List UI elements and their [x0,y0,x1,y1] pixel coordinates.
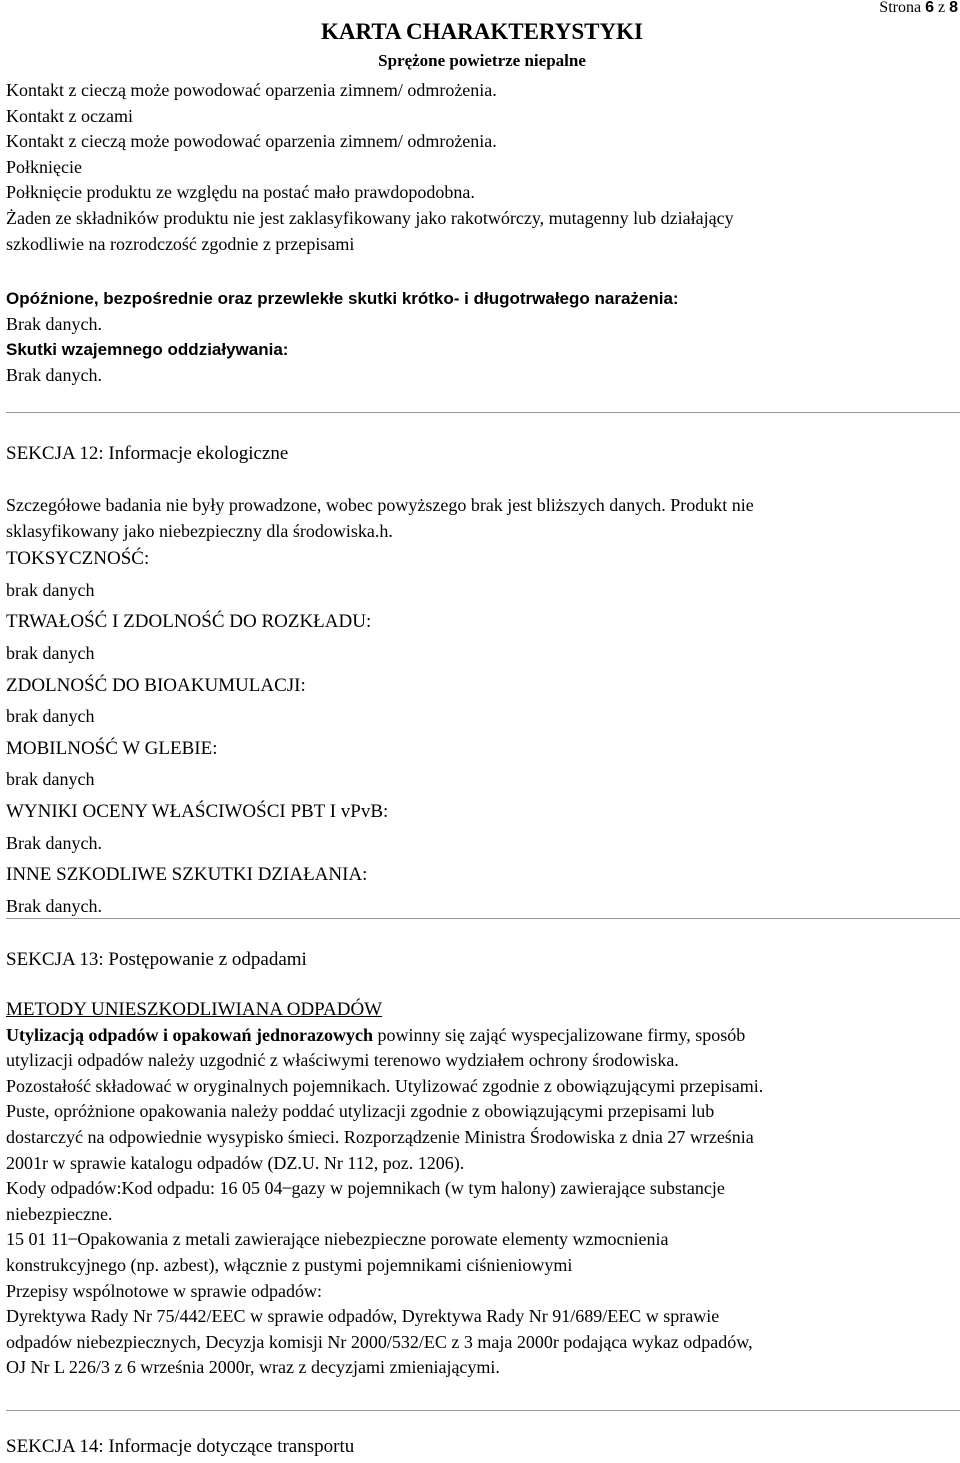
effects-value: Brak danych. [6,313,102,334]
text-line: Połknięcie [6,156,82,177]
text-line: Kontakt z oczami [6,105,133,126]
section-13-body [6,997,956,1381]
eco-item-value: brak danych [6,769,95,790]
eco-item-value: brak danych [6,579,95,600]
disposal-text: powinny się zająć wyspecjalizowane firmy, sposób [373,1024,746,1045]
page-number-total: 8 [949,0,958,16]
effects-block [6,286,956,388]
eco-item-label: MOBILNOŚĆ W GLEBIE: [6,737,218,759]
text-line: dostarczyć na odpowiednie wysypisko śmieci. Rozporządzenie Ministra Środowiska z dnia 27 września [6,1126,754,1147]
text-line: Kontakt z cieczą może powodować oparzenia zimnem/ odmrożenia. [6,80,497,100]
document-title: KARTA CHARAKTERYSTYKI [321,19,643,44]
disposal-bold-text: Utylizacją odpadów i opakowań jednorazowych [6,1024,374,1045]
text-line: odpadów niebezpiecznych, Decyzja komisji Nr 2000/532/EC z 3 maja 2000r podająca wykaz odpadów, [6,1331,753,1352]
text-line: niebezpieczne. [6,1203,113,1224]
eco-item-value: brak danych [6,642,95,663]
section-12 [6,441,956,467]
page-number-prefix: Strona [879,0,922,16]
text-line: 2001r w sprawie katalogu odpadów (DZ.U. Nr 112, poz. 1206). [6,1152,465,1173]
eco-item-label: TRWAŁOŚĆ I ZDOLNOŚĆ DO ROZKŁADU: [6,611,372,633]
eco-item-label: INNE SZKODLIWE SZKUTKI DZIAŁANIA: [6,864,368,886]
text-line: Dyrektywa Rady Nr 75/442/EEC w sprawie odpadów, Dyrektywa Rady Nr 91/689/EEC w sprawie [6,1306,720,1327]
text-line: 15 01 11 ̶ Opakowania z metali zawierające niebezpieczne porowate elementy wzmocnienia [6,1229,669,1250]
toxicology-continuation [6,78,956,257]
section-14-title: SEKCJA 14: Informacje dotyczące transportu [6,1436,355,1457]
text-line: Pozostałość składować w oryginalnych pojemnikach. Utylizować zgodnie z obowiązującymi przepisami. [6,1075,764,1096]
text-line: konstrukcyjnego (np. azbest), włącznie z pustymi pojemnikami ciśnieniowymi [6,1254,573,1275]
text-line: utylizacji odpadów należy uzgodnić z właściwymi terenowo wydziałem ochrony środowiska. [6,1050,679,1071]
interaction-value: Brak danych. [6,364,102,385]
text-line: OJ Nr L 226/3 z 6 września 2000r, wraz z decyzjami zmieniającymi. [6,1357,500,1378]
text-line: Żaden ze składników produktu nie jest zaklasyfikowany jako rakotwórczy, mutagenny lub działający [6,207,734,228]
text-line: Połknięcie produktu ze względu na postać mało prawdopodobna. [6,182,475,203]
text-line: Kody odpadów:Kod odpadu: 16 05 04 ̶ gazy w pojemnikach (w tym halony) zawierające substancje [6,1178,725,1199]
section-divider [6,918,960,919]
text-line: Kontakt z cieczą może powodować oparzenia zimnem/ odmrożenia. [6,131,497,152]
eco-item-label: TOKSYCZNOŚĆ: [6,548,150,570]
text-line: sklasyfikowany jako niebezpieczny dla środowiska.h. [6,520,393,541]
disposal-methods-heading: METODY UNIESZKODLIWIANA ODPADÓW [6,999,383,1020]
section-13-title: SEKCJA 13: Postępowanie z odpadami [6,949,307,970]
eco-item-value: brak danych [6,706,95,727]
eco-item-label: WYNIKI OCENY WŁAŚCIWOŚCI PBT I vPvB: [6,800,389,822]
effects-heading: Opóźnione, bezpośrednie oraz przewlekłe skutki krótko- i długotrwałego narażenia: [6,289,679,308]
eco-item-value: Brak danych. [6,832,102,853]
text-line: szkodliwie na rozrodczość zgodnie z przepisami [6,233,355,254]
section-14 [6,1434,956,1460]
page-number [879,0,958,19]
page-number-current: 6 [925,0,934,16]
text-line: Przepisy wspólnotowe w sprawie odpadów: [6,1280,322,1301]
section-divider [6,1410,960,1411]
eco-item-value: Brak danych. [6,895,102,916]
section-12-title: SEKCJA 12: Informacje ekologiczne [6,443,289,464]
page-number-separator: z [937,0,946,16]
document-subtitle: Sprężone powietrze niepalne [378,51,586,70]
text-line: Puste, opróżnione opakowania należy poddać utylizacji zgodnie z obowiązującymi przepisami lub [6,1101,715,1122]
section-13 [6,947,956,973]
section-divider [6,412,960,413]
eco-item-label: ZDOLNOŚĆ DO BIOAKUMULACJI: [6,674,306,696]
text-line: Szczegółowe badania nie były prowadzone, wobec powyższego brak jest bliższych danych. Produkt nie [6,495,754,515]
section-12-body [6,493,956,919]
text-line [6,1023,956,1049]
interaction-heading: Skutki wzajemnego oddziaływania: [6,340,289,360]
